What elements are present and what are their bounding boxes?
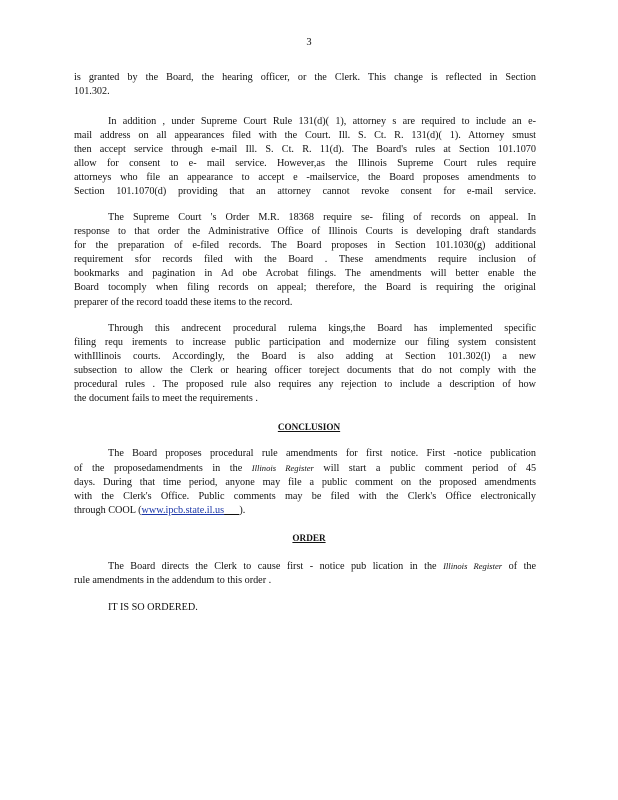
- text-line: then accept service through e-mail Ill. S. Ct. R. 11(d). The Board's rules at Section 101.1070: [74, 144, 536, 156]
- text-line: Board tocomply when filing records on appeal; therefore, the Board is requiring the original: [74, 282, 536, 294]
- text-line: with the Clerk's Office. Public comments may be filed with the Clerk's Office electronically: [74, 491, 536, 503]
- text-line: The Supreme Court 's Order M.R. 18368 require se- filing of records on appeal. In: [108, 212, 536, 223]
- text-line: In addition , under Supreme Court Rule 131(d)( 1), attorney s are required to include an e-: [108, 116, 536, 127]
- text-line: preparer of the record toadd these items to the record.: [74, 296, 293, 308]
- text-line: is granted by the Board, the hearing officer, or the Clerk. This change is reflected in Section: [74, 72, 536, 83]
- text-line: 101.302.: [74, 86, 110, 98]
- text-line: filing requ irements to increase public participation and modernize our filing system consistent: [74, 337, 536, 349]
- illinois-register-italic: Illinois Register: [443, 561, 503, 571]
- conclusion-heading: [0, 422, 618, 432]
- order-heading: [0, 533, 618, 543]
- text-line: withIllinois courts. Accordingly, the Board is also adding at Section 101.302(l) a new: [74, 351, 536, 363]
- paragraph-4: [74, 322, 536, 407]
- paragraph-2: [74, 115, 536, 200]
- text-line: days. During that time period, anyone may file a public comment on the proposed amendments: [74, 477, 536, 489]
- text-line: rule amendments in the addendum to this order .: [74, 575, 272, 587]
- text-fragment: through COOL (: [74, 505, 142, 517]
- so-ordered-text: IT IS SO ORDERED.: [108, 602, 198, 613]
- paragraph-6: [74, 559, 536, 588]
- text-line: requirement sfor records filed with the Board . These amendments require inclusion of: [74, 254, 536, 266]
- text-line: attorneys who file an appearance to accept e -mailservice, the Board proposes amendments to: [74, 172, 536, 184]
- order-heading-text: ORDER: [292, 533, 326, 543]
- paragraph-3: [74, 211, 536, 310]
- text-line: mail address on all appearances filed with the Court. Ill. S. Ct. R. 131(d)( 1). Attorney smust: [74, 130, 536, 142]
- text-line: subsection to allow the Clerk or hearing officer toreject documents that do not comply with the: [74, 365, 536, 377]
- text-fragment: of the: [508, 561, 537, 572]
- text-line-with-link: [74, 504, 536, 518]
- text-fragment: will start a public comment period of 45: [323, 463, 537, 475]
- text-fragment: The Board directs the Clerk to cause first - notice pub lication in the: [108, 561, 437, 572]
- text-line: procedural rules . The proposed rule also requires any rejection to include a description of how: [74, 379, 536, 391]
- text-line: the document fails to meet the requirements .: [74, 393, 258, 405]
- text-fragment: ).: [239, 505, 246, 517]
- text-line: Section 101.1070(d) providing that an attorney cannot revoke consent for e-mail service.: [74, 186, 536, 198]
- ipcb-website-link[interactable]: www.ipcb.state.il.us: [141, 505, 225, 517]
- text-line: for the preparation of e-filed records. The Board proposes in Section 101.1030(g) additional: [74, 240, 536, 252]
- text-line: allow for consent to e- mail service. However,as the Illinois Supreme Court rules require: [74, 158, 536, 170]
- page-number: 3: [306, 37, 312, 48]
- paragraph-5: [74, 447, 536, 518]
- text-line-with-italic: [74, 559, 536, 574]
- text-line: The Board proposes procedural rule amendments for first notice. First -notice publication: [108, 448, 536, 459]
- text-line: Through this andrecent procedural rulema kings,the Board has implemented specific: [108, 323, 536, 334]
- paragraph-1: [74, 71, 536, 99]
- paragraph-7: [74, 601, 536, 615]
- text-line-with-italic: [74, 461, 536, 476]
- conclusion-heading-text: CONCLUSION: [277, 422, 341, 432]
- illinois-register-italic: Illinois Register: [251, 463, 314, 474]
- text-fragment: of the proposedamendments in the: [74, 463, 243, 475]
- text-line: bookmarks and pagination in Ad obe Acrobat filings. The amendments will better enable the: [74, 268, 536, 280]
- text-line: response to that order the Administrative Office of Illinois Courts is developing draft standards: [74, 226, 536, 238]
